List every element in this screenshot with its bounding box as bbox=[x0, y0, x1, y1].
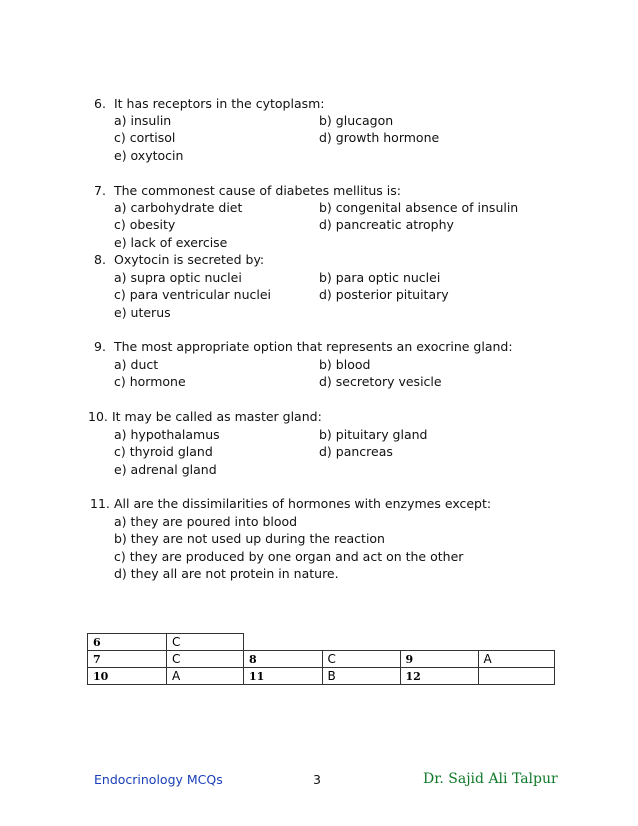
option: e) lack of exercise bbox=[114, 235, 228, 250]
answer-table bbox=[87, 633, 555, 685]
question-number: 8. bbox=[94, 252, 106, 267]
question-stem: It may be called as master gland: bbox=[112, 409, 322, 424]
table-row bbox=[88, 668, 555, 685]
table-cell-answer: A bbox=[478, 651, 554, 668]
option: e) uterus bbox=[114, 305, 171, 320]
table-cell-answer bbox=[478, 668, 554, 685]
option: d) growth hormone bbox=[319, 130, 440, 145]
table-cell-answer: B bbox=[322, 668, 400, 685]
question-number: 11. bbox=[90, 496, 110, 511]
option: d) secretory vesicle bbox=[319, 374, 442, 389]
option: a) duct bbox=[114, 357, 159, 372]
option: e) adrenal gland bbox=[114, 462, 217, 477]
table-cell-number: 12 bbox=[400, 668, 478, 685]
option: b) they are not used up during the reaction bbox=[114, 531, 385, 546]
table-cell-number: 7 bbox=[88, 651, 167, 668]
table-cell-answer: C bbox=[167, 634, 244, 651]
option: a) carbohydrate diet bbox=[114, 200, 243, 215]
question-stem: All are the dissimilarities of hormones with enzymes except: bbox=[114, 496, 492, 511]
option: b) glucagon bbox=[319, 113, 394, 128]
option: b) blood bbox=[319, 357, 371, 372]
option: a) insulin bbox=[114, 113, 172, 128]
footer-author: Dr. Sajid Ali Talpur bbox=[423, 771, 558, 787]
table-cell-empty bbox=[322, 634, 400, 651]
table-cell-empty bbox=[478, 634, 554, 651]
option: d) posterior pituitary bbox=[319, 287, 449, 302]
table-cell-number: 10 bbox=[88, 668, 167, 685]
table-cell-number: 11 bbox=[244, 668, 323, 685]
option: b) congenital absence of insulin bbox=[319, 200, 519, 215]
table-cell-answer: C bbox=[167, 651, 244, 668]
option: c) thyroid gland bbox=[114, 444, 213, 459]
option: d) they all are not protein in nature. bbox=[114, 566, 339, 581]
option: a) supra optic nuclei bbox=[114, 270, 242, 285]
option: b) pituitary gland bbox=[319, 427, 428, 442]
question-number: 10. bbox=[88, 409, 108, 424]
question-stem: It has receptors in the cytoplasm: bbox=[114, 96, 325, 111]
option: e) oxytocin bbox=[114, 148, 184, 163]
table-cell-number: 8 bbox=[244, 651, 323, 668]
table-cell-number: 6 bbox=[88, 634, 167, 651]
table-row bbox=[88, 651, 555, 668]
table-cell-answer: A bbox=[167, 668, 244, 685]
option: d) pancreatic atrophy bbox=[319, 217, 454, 232]
table-cell-empty bbox=[400, 634, 478, 651]
question-stem: Oxytocin is secreted by: bbox=[114, 252, 265, 267]
option: c) para ventricular nuclei bbox=[114, 287, 272, 302]
table-cell-number: 9 bbox=[400, 651, 478, 668]
option: c) obesity bbox=[114, 217, 176, 232]
footer-title: Endocrinology MCQs bbox=[94, 772, 223, 787]
table-row bbox=[88, 634, 555, 651]
page-number: 3 bbox=[313, 772, 321, 787]
option: a) they are poured into blood bbox=[114, 514, 298, 529]
option: b) para optic nuclei bbox=[319, 270, 441, 285]
question-stem: The commonest cause of diabetes mellitus is: bbox=[114, 183, 401, 198]
question-number: 9. bbox=[94, 339, 106, 354]
table-cell-answer: C bbox=[322, 651, 400, 668]
question-number: 7. bbox=[94, 183, 106, 198]
question-stem: The most appropriate option that represents an exocrine gland: bbox=[114, 339, 513, 354]
option: c) they are produced by one organ and act on the other bbox=[114, 549, 464, 564]
table-cell-empty bbox=[244, 634, 323, 651]
option: c) hormone bbox=[114, 374, 186, 389]
option: a) hypothalamus bbox=[114, 427, 220, 442]
question-number: 6. bbox=[94, 96, 106, 111]
option: d) pancreas bbox=[319, 444, 393, 459]
option: c) cortisol bbox=[114, 130, 176, 145]
